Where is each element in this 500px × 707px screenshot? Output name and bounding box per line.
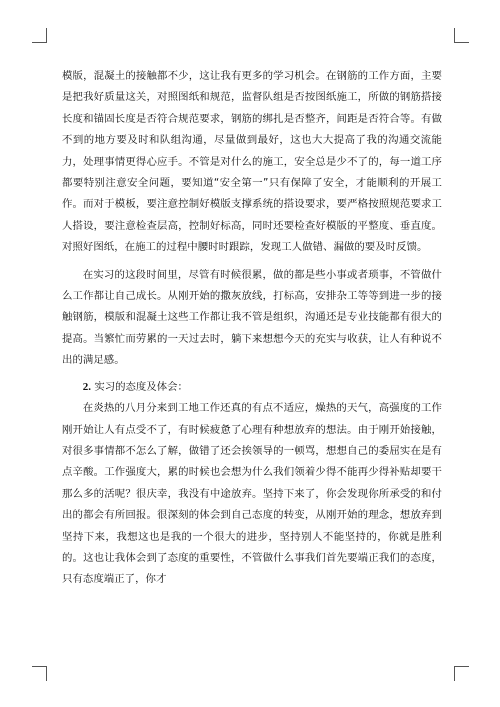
section-title: 实习的态度及体会： bbox=[94, 380, 188, 393]
section-number: 2. bbox=[82, 380, 92, 393]
crop-mark-top-left bbox=[32, 28, 47, 43]
paragraph-attitude: 在炎热的八月分来到工地工作还真的有点不适应，燥热的天气，高强度的工作刚开始让人有点受不了，有时候疲惫了心理有种想放弃的想法。由于刚开始接触，对很多事情都不怎么了解，做错了还会挨领导的一顿骂，想想自己的委屈实在是有点辛酸。工作强度大，累的时候也会想为什么我们领着少得不能再少得补贴却要干那么多的活呢？很庆幸，我没有中途放弃。坚持下来了，你会发现你所承受的和付出的都会有所回报。很深刻的体会到自己态度的转变，从刚开始的理念，想放弃到坚持下来，我想这也是我的一个很大的进步，坚持别人不能坚持的，你就是胜利的。这也让我体会到了态度的重要性，不管做什么事我们首先要端正我们的态度，只有态度端正了，你才 bbox=[62, 402, 442, 586]
paragraph-formwork-safety: 模版，混凝土的接触都不少，这让我有更多的学习机会。在钢筋的工作方面，主要是把我好质量这关，对照图纸和规范，监督队组是否按图纸施工，所做的钢筋搭接长度和锚固长度是否符合规范要求，钢筋的绑扎是否整齐，间距是否符合等。有做不到的地方要及时和队组沟通，尽量做到最好，这也大大提高了我的沟通交流能力，处理事情更得心应手。不管是对什么的施工，安全总是少不了的，每一道工序都要特别注意安全问题，要知道“安全第一”只有保障了安全，才能顺利的开展工作。而对于模板，要注意控制好模版支撑系统的搭设要求，要严格按照规范要求工人搭设，要注意检查层高，控制好标高，同时还要检查好模版的平整度、垂直度。对照好图纸，在施工的过程中腰时时跟踪，发现工人做错、漏做的要及时反馈。 bbox=[62, 70, 442, 254]
crop-mark-bottom-right bbox=[454, 666, 469, 681]
crop-mark-bottom-left bbox=[32, 666, 47, 681]
document-body bbox=[62, 66, 442, 591]
paragraph-growth: 在实习的这段时间里，尽管有时候很累，做的都是些小事或者琐事，不管做什么工作都让自己成长。从刚开始的撒灰放线，打标高，安排杂工等等到进一步的接触钢筋，模版和混凝土这些工作都让我不管是组织，沟通还是专业技能都有很大的提高。当繁忙而劳累的一天过去时，躺下来想想今天的充实与收获，让人有种说不出的满足感。 bbox=[62, 268, 442, 367]
crop-mark-top-right bbox=[454, 28, 469, 43]
section-heading bbox=[62, 377, 442, 398]
